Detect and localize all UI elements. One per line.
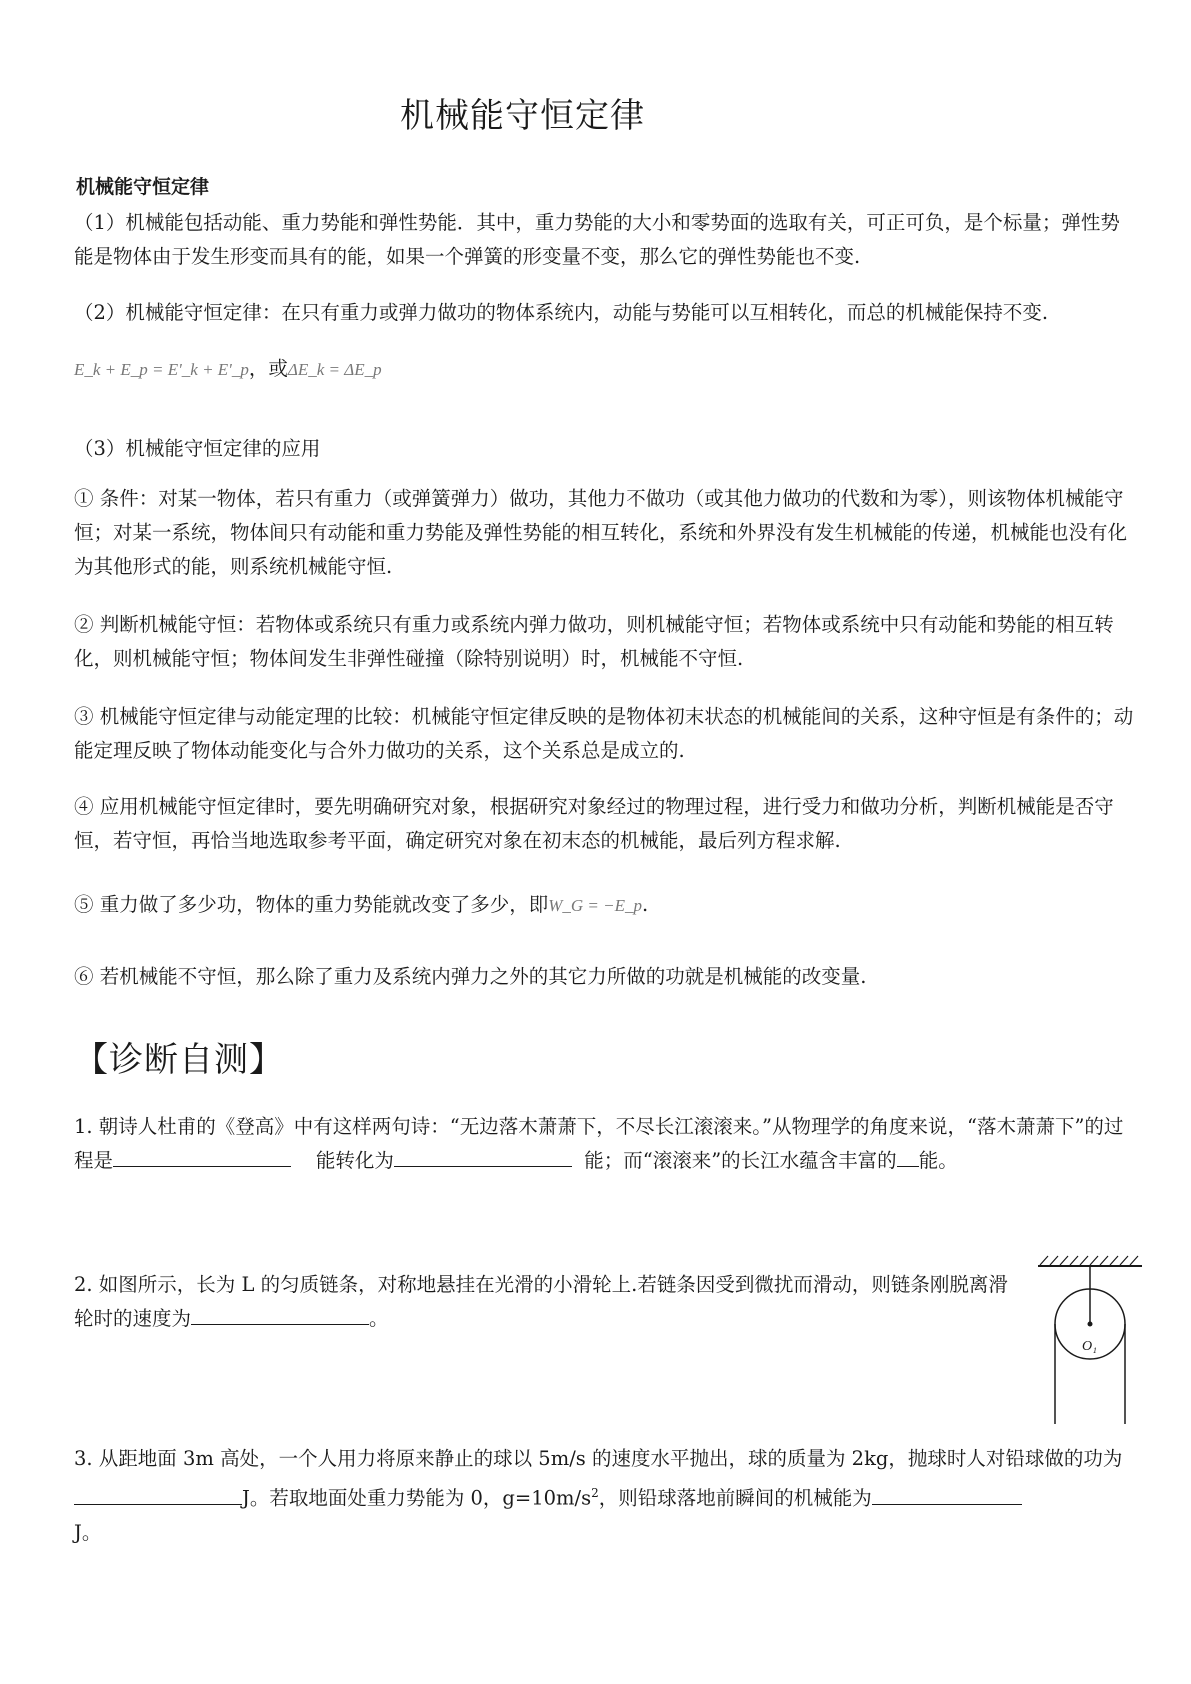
energy-conservation-formula: E_k + E_p = E'_k + E'_p bbox=[74, 360, 249, 379]
item-2: ② 判断机械能守恒：若物体或系统只有重力或系统内弹力做功，则机械能守恒；若物体或系统中只有动能和势能的相互转化，则机械能守恒；物体间发生非弹性碰撞（除特别说明）时，机械能不守恒. bbox=[74, 613, 1114, 670]
work-gravity-formula: W_G = −E_p bbox=[548, 896, 642, 915]
paragraph-2: （2）机械能守恒定律：在只有重力或弹力做功的物体系统内，动能与势能可以互相转化，而总的机械能保持不变. bbox=[74, 301, 1049, 324]
diagnostic-section-title: 【诊断自测】 bbox=[74, 1040, 284, 1080]
item-6: ⑥ 若机械能不守恒，那么除了重力及系统内弹力之外的其它力所做的功就是机械能的改变量. bbox=[74, 965, 867, 988]
answer-blank[interactable] bbox=[113, 1144, 291, 1167]
item-1: ① 条件：对某一物体，若只有重力（或弹簧弹力）做功，其他力不做功（或其他力做功的代数和为零），则该物体机械能守恒；对某一系统，物体间只有动能和重力势能及弹性势能的相互转化，系统和外界没有发生机械能的传递，机械能也没有化为其他形式的能，则系统机械能守恒. bbox=[74, 487, 1128, 578]
question-1-text-d: 能。 bbox=[918, 1149, 958, 1172]
question-1-text-b: 能转化为 bbox=[315, 1149, 394, 1172]
page-title: 机械能守恒定律 bbox=[400, 96, 645, 136]
pulley-axle bbox=[1088, 1322, 1093, 1327]
question-3-text-b: J。若取地面处重力势能为 0，g=10m/s bbox=[242, 1486, 592, 1510]
question-2 bbox=[74, 1268, 1024, 1336]
question-2-text-a: 2. 如图所示，长为 L 的匀质链条，对称地悬挂在光滑的小滑轮上.若链条因受到微扰而滑动，则链条刚脱离滑轮时的速度为 bbox=[74, 1273, 1008, 1330]
section-heading: 机械能守恒定律 bbox=[76, 176, 210, 198]
ceiling-hatch bbox=[1040, 1256, 1138, 1265]
item-3: ③ 机械能守恒定律与动能定理的比较：机械能守恒定律反映的是物体初末状态的机械能间的关系，这种守恒是有条件的；动能定理反映了物体动能变化与合外力做功的关系，这个关系总是成立的. bbox=[74, 705, 1134, 762]
paragraph-3: （3）机械能守恒定律的应用 bbox=[74, 437, 321, 460]
energy-change-formula: ΔE_k = ΔE_p bbox=[287, 360, 382, 379]
answer-blank[interactable] bbox=[872, 1482, 1022, 1505]
question-3-text-a: 3. 从距地面 3m 高处，一个人用力将原来静止的球以 5m/s 的速度水平抛出，球的质量为 2kg，抛球时人对铅球做的功为 bbox=[74, 1447, 1123, 1470]
pulley-diagram bbox=[1030, 1248, 1150, 1428]
question-2-text-b: 。 bbox=[369, 1307, 389, 1330]
item-5-text: ⑤ 重力做了多少功，物体的重力势能就改变了多少，即 bbox=[74, 893, 549, 916]
formula-separator: ，或 bbox=[248, 357, 288, 380]
paragraph-1: （1）机械能包括动能、重力势能和弹性势能．其中，重力势能的大小和零势面的选取有关，可正可负，是个标量；弹性势能是物体由于发生形变而具有的能，如果一个弹簧的形变量不变，那么它的弹性势能也不变. bbox=[74, 211, 1120, 268]
answer-blank[interactable] bbox=[394, 1144, 572, 1167]
question-1-text-c: 能；而“滚滚来”的长江水蕴含丰富的 bbox=[584, 1149, 897, 1172]
answer-blank[interactable] bbox=[897, 1144, 919, 1167]
answer-blank[interactable] bbox=[74, 1482, 242, 1505]
item-5-end: . bbox=[641, 893, 649, 916]
answer-blank[interactable] bbox=[191, 1302, 369, 1325]
question-1 bbox=[74, 1110, 1124, 1178]
question-3 bbox=[74, 1442, 1124, 1550]
pulley-label: O₁ bbox=[1082, 1339, 1097, 1354]
exponent: 2 bbox=[591, 1486, 599, 1500]
question-1-text-a: 1. 朝诗人杜甫的《登高》中有这样两句诗：“无边落木萧萧下，不尽长江滚滚来。”从物理学的角度来说，“落木萧萧下”的过程是 bbox=[74, 1115, 1124, 1172]
formula-line bbox=[74, 352, 1134, 387]
item-5 bbox=[74, 888, 1134, 923]
item-4: ④ 应用机械能守恒定律时，要先明确研究对象，根据研究对象经过的物理过程，进行受力和做功分析，判断机械能是否守恒，若守恒，再恰当地选取参考平面，确定研究对象在初末态的机械能，最后列方程求解. bbox=[74, 795, 1114, 852]
question-3-text-c: ，则铅球落地前瞬间的机械能为 bbox=[598, 1486, 872, 1510]
question-3-text-d: J。 bbox=[74, 1520, 102, 1544]
